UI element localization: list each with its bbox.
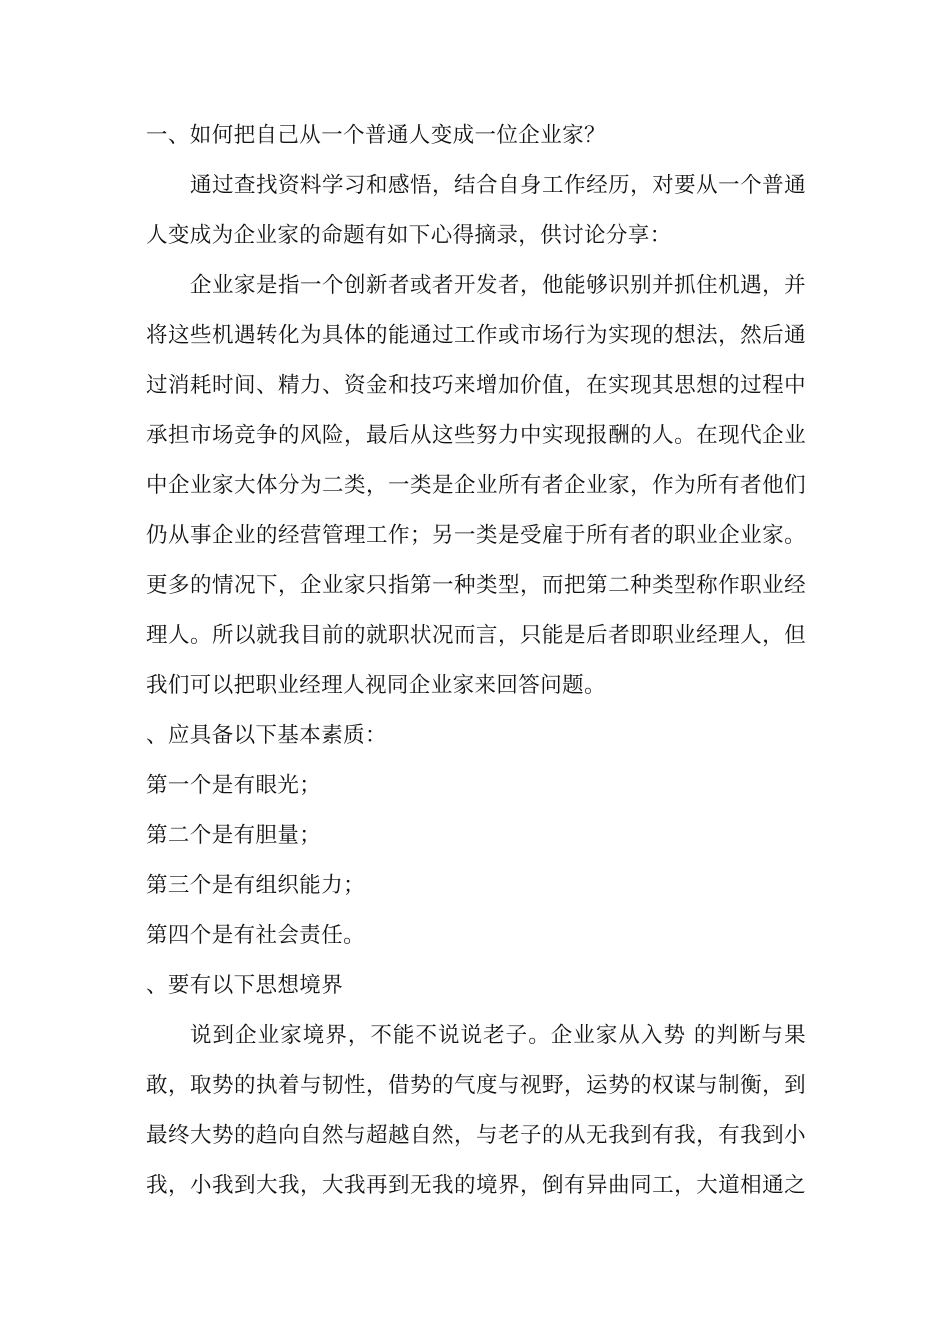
paragraph-line: 中企业家大体分为二类，一类是企业所有者企业家，作为所有者他们 (146, 473, 806, 498)
paragraph-line: 企业家是指一个创新者或者开发者，他能够识别并抓住机遇，并 (190, 273, 806, 298)
paragraph-line: 将这些机遇转化为具体的能通过工作或市场行为实现的想法，然后通 (146, 323, 806, 348)
subsection-heading: 、要有以下思想境界 (146, 973, 344, 998)
list-item: 第二个是有胆量； (146, 823, 322, 848)
paragraph-line: 仍从事企业的经营管理工作；另一类是受雇于所有者的职业企业家。 (146, 523, 806, 548)
paragraph-line: 通过查找资料学习和感悟，结合自身工作经历，对要从一个普通 (190, 173, 806, 198)
section-heading: 一、如何把自己从一个普通人变成一位企业家？ (146, 123, 606, 148)
paragraph-line: 过消耗时间、精力、资金和技巧来增加价值，在实现其思想的过程中 (146, 373, 806, 398)
list-item: 第四个是有社会责任。 (146, 923, 366, 948)
paragraph-line: 人变成为企业家的命题有如下心得摘录，供讨论分享： (146, 223, 672, 248)
paragraph-line: 说到企业家境界，不能不说说老子。企业家从入势 的判断与果 (190, 1023, 806, 1048)
paragraph-line: 更多的情况下，企业家只指第一种类型，而把第二种类型称作职业经 (146, 573, 806, 598)
subsection-heading: 、应具备以下基本素质： (146, 723, 387, 748)
list-item: 第一个是有眼光； (146, 773, 322, 798)
paragraph-line: 承担市场竞争的风险，最后从这些努力中实现报酬的人。在现代企业 (146, 423, 806, 448)
list-item: 第三个是有组织能力； (146, 873, 366, 898)
paragraph-line: 我，小我到大我，大我再到无我的境界，倒有异曲同工，大道相通之 (146, 1173, 806, 1198)
paragraph-line: 敢，取势的执着与韧性，借势的气度与视野，运势的权谋与制衡，到 (146, 1073, 806, 1098)
paragraph-line: 我们可以把职业经理人视同企业家来回答问题。 (146, 673, 606, 698)
paragraph-line: 最终大势的趋向自然与超越自然，与老子的从无我到有我，有我到小 (146, 1123, 806, 1148)
paragraph-line: 理人。所以就我目前的就职状况而言，只能是后者即职业经理人，但 (146, 623, 806, 648)
